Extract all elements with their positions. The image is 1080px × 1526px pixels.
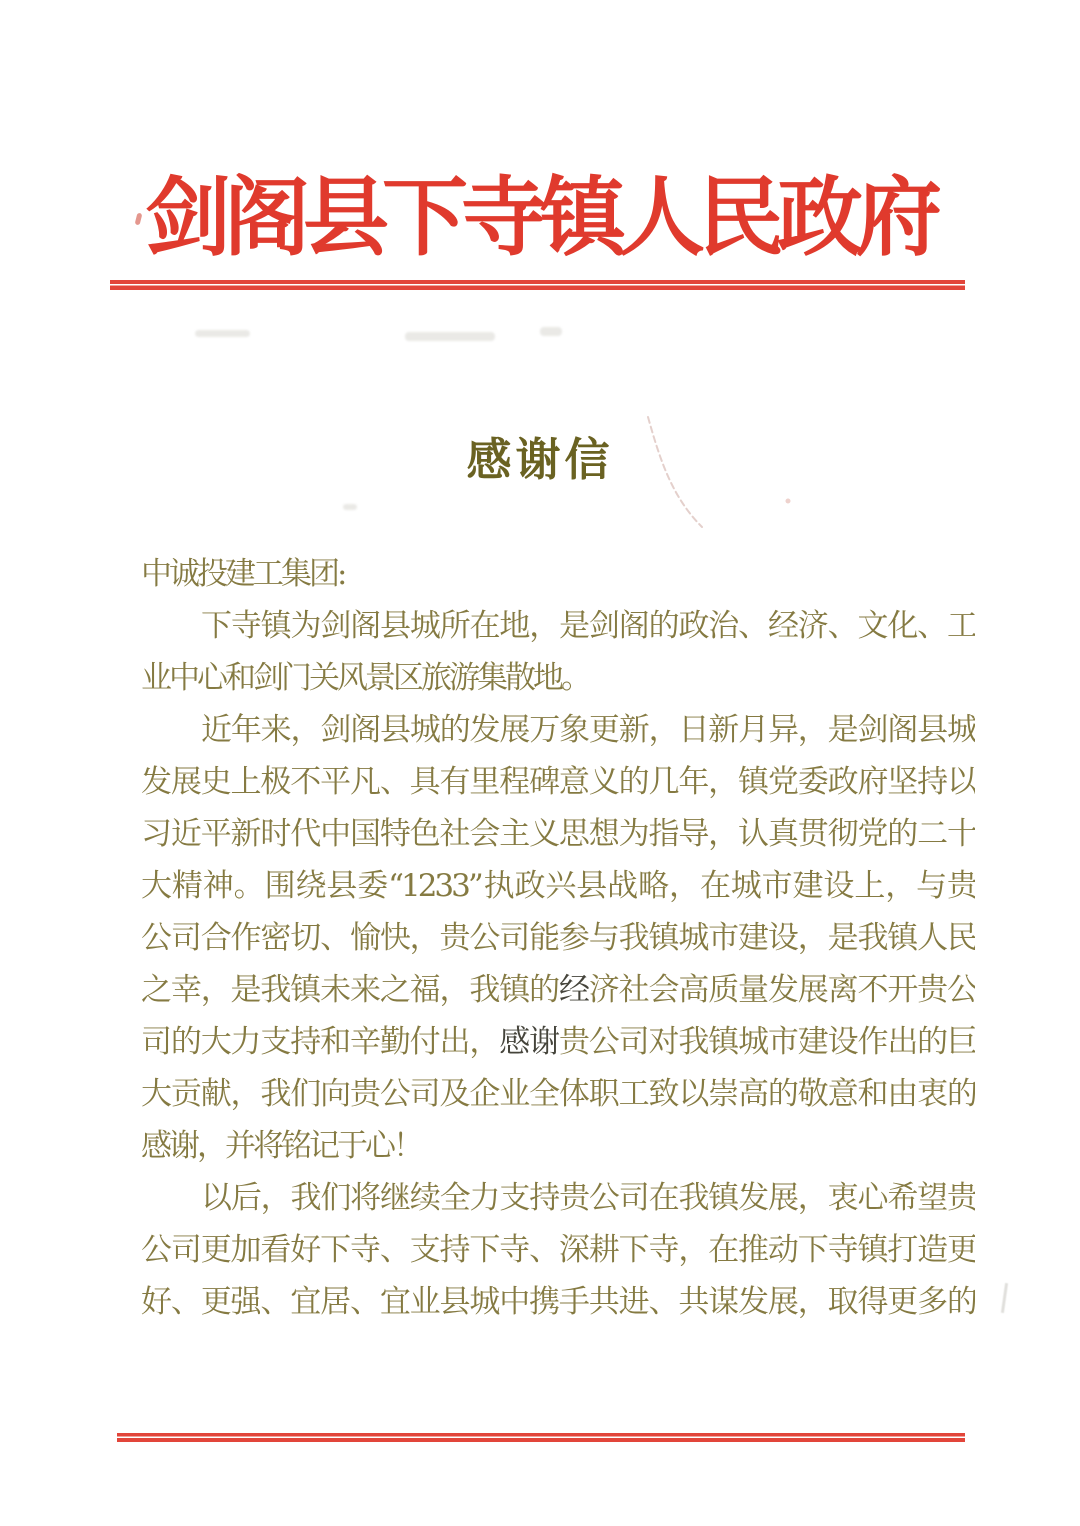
body-line: 习近平新时代中国特色社会主义思想为指导，认真贯彻党的二十 [141,816,975,852]
scan-artifact-smudge [540,327,562,336]
salutation: 中诚投建工集团: [141,556,345,592]
body-line: 好、更强、宜居、宜业县城中携手共进、共谋发展，取得更多的 [141,1284,975,1320]
body-line [141,1016,975,1068]
scan-artifact-smudge [405,332,495,341]
letterhead-rule [110,280,965,290]
scan-artifact-edge-mark [1001,1283,1008,1313]
body-line: 以后，我们将继续全力支持贵公司在我镇发展，衷心希望贵 [201,1180,975,1216]
body-line: 业中心和剑门关风景区旅游集散地。 [141,660,589,696]
body-text: 济社会高质量发展离不开贵公 [588,972,975,1008]
body-line: 公司合作密切、愉快，贵公司能参与我镇城市建设，是我镇人民 [141,920,975,956]
body-line: 大精神。围绕县委“1233”执政兴县战略，在城市建设上，与贵 [141,868,975,904]
letter-body [141,548,975,1328]
letterhead-title: 剑阁县下寺镇人民政府 [145,167,935,268]
letter-title: 感谢信 [466,433,614,486]
corrected-text: 经 [558,972,589,1008]
body-line: 大贡献，我们向贵公司及企业全体职工致以崇高的敬意和由衷的 [141,1076,975,1112]
body-line: 近年来，剑阁县城的发展万象更新，日新月异，是剑阁县城 [201,712,975,748]
body-line: 发展史上极不平凡、具有里程碑意义的几年，镇党委政府坚持以 [141,764,975,800]
scan-artifact-smudge [343,504,357,510]
scan-artifact-smudge [195,330,250,337]
corrected-text: 感谢 [499,1024,559,1060]
body-line: 下寺镇为剑阁县城所在地，是剑阁的政治、经济、文化、工 [201,608,975,644]
body-line: 感谢，并将铭记于心！ [141,1128,421,1164]
body-line [141,964,975,1016]
body-text: 之幸，是我镇未来之福，我镇的 [141,972,559,1008]
body-text: 贵公司对我镇城市建设作出的巨 [558,1024,975,1060]
body-line: 公司更加看好下寺、支持下寺、深耕下寺，在推动下寺镇打造更 [141,1232,975,1268]
body-text: 司的大力支持和辛勤付出， [141,1024,500,1060]
footer-rule [117,1433,965,1442]
